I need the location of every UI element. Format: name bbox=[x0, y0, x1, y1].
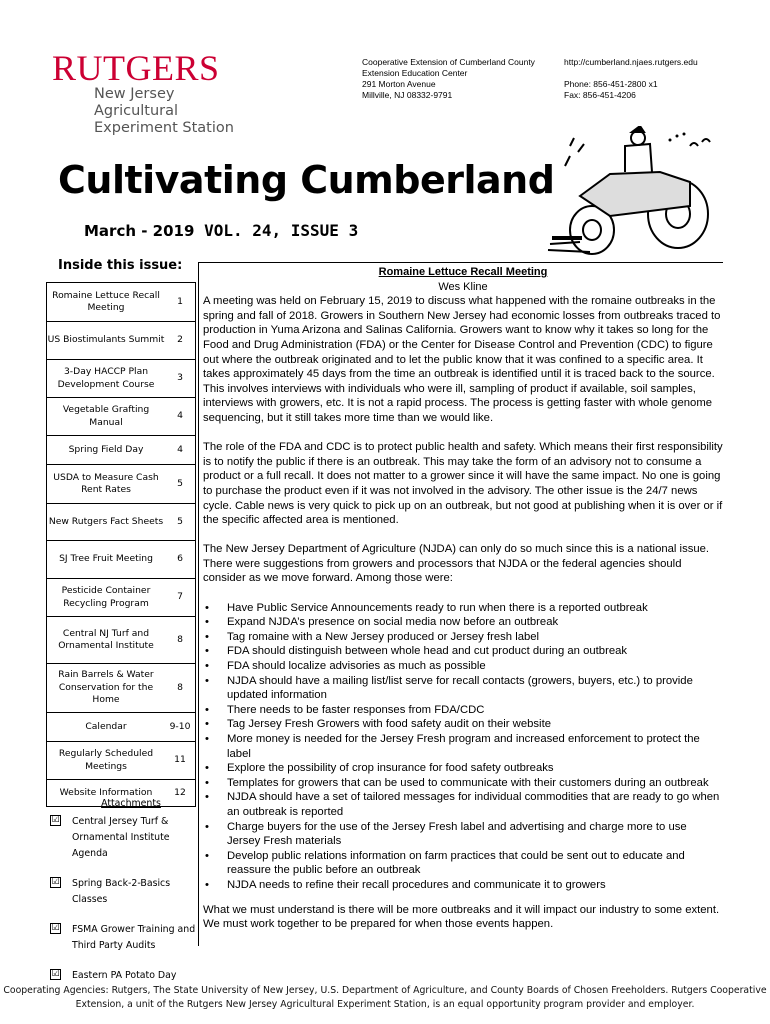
address-line: Millville, NJ 08332-9791 bbox=[362, 90, 453, 100]
suggestion-list bbox=[203, 601, 723, 893]
website-link[interactable]: http://cumberland.njaes.rutgers.edu bbox=[564, 57, 698, 67]
logo-line-2: Experiment Station bbox=[94, 120, 234, 136]
toc-item[interactable] bbox=[47, 465, 195, 504]
list-item: • There needs to be faster responses from FDA/CDC bbox=[223, 703, 723, 718]
attachment-label: Central Jersey Turf & Ornamental Institute Agenda bbox=[72, 816, 170, 859]
list-item: • More money is needed for the Jersey Fresh program and increased enforcement to protect the label bbox=[223, 732, 723, 761]
article-paragraph: The role of the FDA and CDC is to protect public health and safety. Which means their first responsibility is to notify the public if there is an outbreak. This may take the form of an advisory not to consume a product or a full recall. It does not matter to a grower since it will have the same impact. No one is going to purchase the product even if it was not involved in the advisory. The other issue is the 24/7 news cycle. Cable news is very quick to pick up on an outbreak, but not good at publishing when it is over or if the specific affected area is mentioned. bbox=[203, 441, 723, 527]
toc-page: 5 bbox=[177, 477, 183, 489]
toc-page: 7 bbox=[177, 591, 183, 603]
list-item: • NJDA should have a set of tailored messages for individual commodities that are ready to go when an outbreak is reported bbox=[223, 790, 723, 819]
issue-date: March - 2019 bbox=[84, 222, 195, 240]
toc-item[interactable] bbox=[47, 617, 195, 664]
fax-number: Fax: 856-451-4206 bbox=[564, 90, 636, 100]
toc-label: Rain Barrels & Water Conservation for the Home bbox=[58, 669, 154, 706]
toc-item[interactable] bbox=[47, 664, 195, 713]
article-byline: Wes Kline bbox=[438, 280, 488, 293]
list-item: • FDA should localize advisories as much as possible bbox=[223, 659, 723, 674]
toc-label: SJ Tree Fruit Meeting bbox=[59, 553, 153, 565]
checkbox-icon: ☑ bbox=[51, 877, 60, 887]
list-item: • Tag Jersey Fresh Growers with food safety audit on their website bbox=[223, 717, 723, 732]
toc-label: Spring Field Day bbox=[68, 443, 144, 455]
list-item: • Explore the possibility of crop insurance for food safety outbreaks bbox=[223, 761, 723, 776]
toc-item[interactable] bbox=[47, 436, 195, 465]
newsletter-title: Cultivating Cumberland bbox=[58, 158, 555, 202]
footer-line: Cooperating Agencies: Rutgers, The State University of New Jersey, U.S. Department of Agriculture, and County Boards of Chosen Freeholders. Rutgers Cooperative bbox=[3, 985, 767, 996]
address-line: Cooperative Extension of Cumberland County bbox=[362, 57, 535, 67]
toc-page: 6 bbox=[177, 553, 183, 565]
logo-line-1: New Jersey Agricultural bbox=[94, 86, 179, 119]
footer-line: Extension, a unit of the Rutgers New Jersey Agricultural Experiment Station, is an equal opportunity program provider and employer. bbox=[75, 999, 695, 1010]
toc-label: Pesticide Container Recycling Program bbox=[61, 585, 151, 609]
attachment-item[interactable] bbox=[46, 968, 196, 984]
list-item: • Templates for growers that can be used to communicate with their customers during an outbreak bbox=[223, 776, 723, 791]
list-item: • Expand NJDA’s presence on social media now before an outbreak bbox=[223, 615, 723, 630]
toc-page: 8 bbox=[177, 633, 183, 645]
toc-item[interactable] bbox=[47, 541, 195, 579]
issue-line bbox=[84, 221, 358, 240]
toc-label: Central NJ Turf and Ornamental Institute bbox=[58, 627, 154, 651]
list-item: • NJDA should have a mailing list/list serve for recall contacts (growers, buyers, etc.) to provide updated information bbox=[223, 674, 723, 703]
list-item: • Have Public Service Announcements ready to run when there is a reported outbreak bbox=[223, 601, 723, 616]
address-line: 291 Morton Avenue bbox=[362, 79, 436, 89]
article-paragraph: A meeting was held on February 15, 2019 to discuss what happened with the romaine outbreaks in the spring and fall of 2018. Growers in Southern New Jersey had economic losses from outbreaks traced to production in Yuma Arizona and Salinas California. Growers want to know why it takes so long for the Food and Drug Administration (FDA) or the Center for Disease Control and Prevention (CDC) to figure out where the outbreak originated and to let the public know that it was confined to a specific area. It takes approximately 45 days from the time an outbreak is identified until it is traced back to the source. This involves interviews with individuals who were ill, sampling of product if available, soil samples, interviews with growers, etc. It is not a rapid process. The process is getting faster with whole genome sequencing, but it still takes more time than we would like. bbox=[203, 295, 721, 424]
table-of-contents bbox=[46, 282, 196, 807]
footer bbox=[0, 984, 770, 1012]
article bbox=[198, 262, 723, 946]
toc-label: US Biostimulants Summit bbox=[47, 334, 165, 346]
toc-page: 11 bbox=[174, 754, 186, 766]
toc-page: 9-10 bbox=[169, 720, 191, 732]
inside-this-issue-heading: Inside this issue: bbox=[58, 258, 183, 273]
attachment-item[interactable] bbox=[46, 876, 196, 908]
toc-page: 3 bbox=[177, 372, 183, 384]
issue-volume: VOL. 24, ISSUE 3 bbox=[204, 221, 359, 240]
address-block bbox=[362, 57, 535, 101]
tractor-illustration bbox=[540, 126, 720, 266]
toc-page: 4 bbox=[177, 410, 183, 422]
phone-number: Phone: 856-451-2800 x1 bbox=[564, 79, 658, 89]
toc-item[interactable] bbox=[47, 398, 195, 436]
list-item: • Tag romaine with a New Jersey produced or Jersey fresh label bbox=[223, 630, 723, 645]
list-item: • Develop public relations information on farm practices that could be sent out to educate and reassure the public before an outbreak bbox=[223, 849, 723, 878]
rutgers-logo bbox=[52, 50, 242, 140]
toc-label: Romaine Lettuce Recall Meeting bbox=[52, 289, 160, 313]
attachment-item[interactable] bbox=[46, 922, 196, 954]
toc-page: 8 bbox=[177, 681, 183, 693]
toc-item[interactable] bbox=[47, 713, 195, 742]
list-item: • Charge buyers for the use of the Jersey Fresh label and advertising and charge more to use Jersey Fresh materials bbox=[223, 820, 723, 849]
toc-label: New Rutgers Fact Sheets bbox=[48, 515, 164, 527]
logo-wordmark: RUTGERS bbox=[52, 48, 220, 88]
list-item: • NJDA needs to refine their recall procedures and communicate it to growers bbox=[223, 878, 723, 893]
toc-item[interactable] bbox=[47, 360, 195, 398]
attachments-heading: Attachments bbox=[101, 798, 161, 809]
toc-label: Calendar bbox=[85, 720, 127, 732]
toc-page: 4 bbox=[177, 443, 183, 455]
article-closing: What we must understand is there will be more outbreaks and it will impact our industry to some extent. We must work together to be prepared for when those events happen. bbox=[203, 903, 720, 931]
toc-page: 12 bbox=[174, 786, 186, 798]
toc-item[interactable] bbox=[47, 579, 195, 617]
attachment-label: FSMA Grower Training and Third Party Audits bbox=[72, 924, 196, 951]
attachment-item[interactable] bbox=[46, 814, 196, 862]
attachment-label: Eastern PA Potato Day bbox=[72, 970, 177, 981]
toc-page: 2 bbox=[177, 334, 183, 346]
toc-item[interactable] bbox=[47, 283, 195, 322]
toc-item[interactable] bbox=[47, 742, 195, 780]
toc-label: Regularly Scheduled Meetings bbox=[58, 748, 154, 772]
toc-page: 1 bbox=[177, 295, 183, 307]
checkbox-icon: ☑ bbox=[51, 923, 60, 933]
article-headline: Romaine Lettuce Recall Meeting bbox=[378, 266, 548, 278]
article-paragraph: The New Jersey Department of Agriculture (NJDA) can only do so much since this is a national issue. There were suggestions from growers and processors that NJDA or the federal agencies should consider as we move forward. Among those were: bbox=[203, 543, 710, 585]
toc-item[interactable] bbox=[47, 504, 195, 541]
list-item: • FDA should distinguish between whole head and cut product during an outbreak bbox=[223, 644, 723, 659]
toc-label: Vegetable Grafting Manual bbox=[62, 404, 150, 428]
attachments-section bbox=[46, 796, 196, 998]
web-phone-block bbox=[564, 57, 698, 101]
toc-item[interactable] bbox=[47, 322, 195, 360]
address-line: Extension Education Center bbox=[362, 68, 468, 78]
attachment-label: Spring Back-2-Basics Classes bbox=[72, 878, 171, 905]
toc-label: Website Information bbox=[59, 786, 153, 798]
toc-label: USDA to Measure Cash Rent Rates bbox=[53, 471, 159, 495]
checkbox-icon: ☑ bbox=[51, 969, 60, 979]
checkbox-icon: ☑ bbox=[51, 815, 60, 825]
toc-page: 5 bbox=[177, 515, 183, 527]
toc-label: 3-Day HACCP Plan Development Course bbox=[57, 366, 155, 390]
